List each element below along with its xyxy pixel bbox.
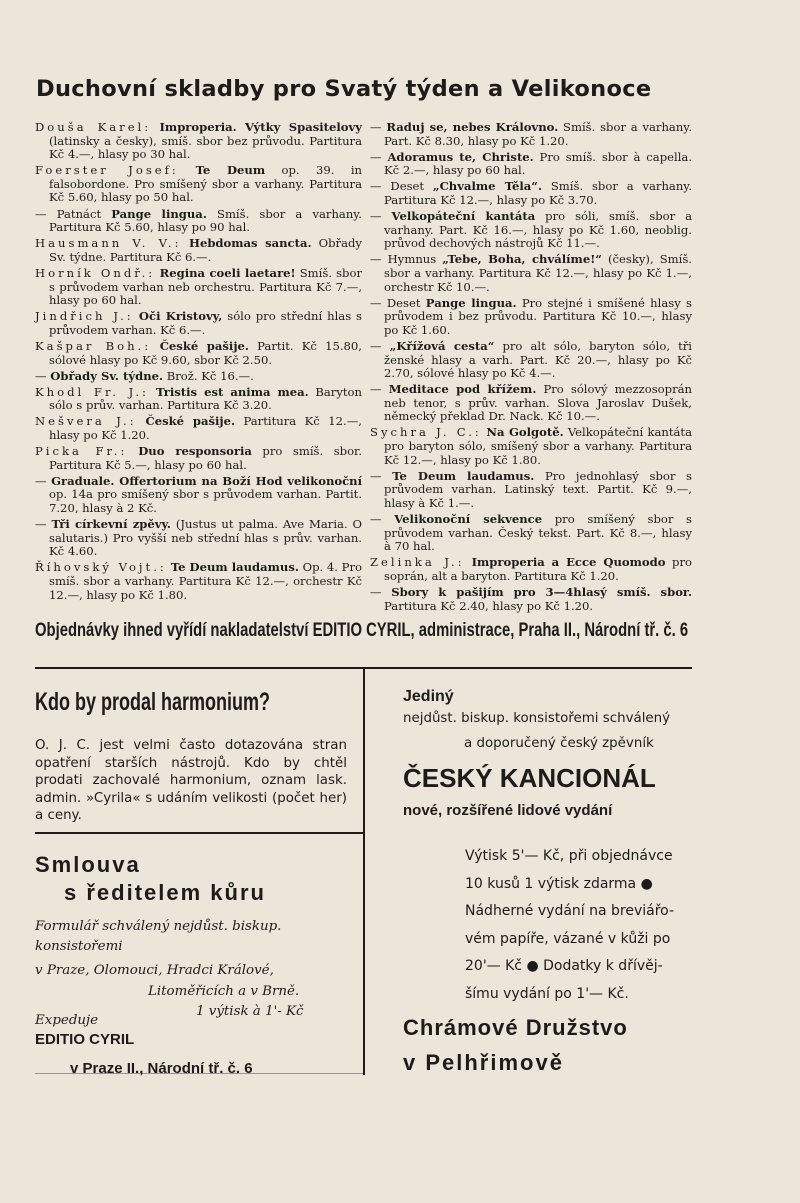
- work-details: Smíš. sbor a varhany. Partitura Kč 5.60, hlasy po 90 hal.: [49, 206, 362, 235]
- catalog-entry: [35, 445, 362, 472]
- work-details: op. 39. in falsobordone. Pro smíšený sbor a varhany. Partitura Kč 5.60, hlasy po 50 hal.: [49, 163, 362, 205]
- kancional-subtitle: nové, rozšířené lidové vydání: [403, 802, 613, 819]
- work-details: Brož. Kč 16.—.: [163, 368, 254, 383]
- work-details: (česky), Smíš. sbor a varhany. Partitura Kč 12.—, hlasy po Kč 1.—, orchestr Kč 10.—.: [384, 252, 692, 294]
- work-details: pro soprán, alt a baryton. Partitura Kč 1.20.: [384, 555, 692, 583]
- smlouva-line-1: Formulář schválený nejdůst. biskup.: [35, 919, 282, 934]
- smlouva-line-2: konsistořemi: [35, 939, 123, 954]
- catalog-entry: [370, 470, 692, 511]
- catalog-entry: [35, 121, 362, 162]
- composer-name: Horník Ondř.:: [35, 265, 156, 280]
- left-box-divider: [35, 832, 364, 834]
- kancional-line-1: nejdůst. biskup. konsistořemi schválený: [403, 711, 671, 726]
- kancional-body-line: 10 kusů 1 výtisk zdarma ●: [465, 875, 653, 892]
- catalog-entry: [35, 237, 362, 264]
- composer-name: Hausmann V. V.:: [35, 236, 182, 251]
- work-details: Pro jednohlasý sbor s průvodem varhan. Latinský text. Partit. Kč 9.—, hlasy à Kč 1.—.: [384, 468, 692, 510]
- work-title: Tristis est anima mea.: [148, 384, 309, 399]
- work-details: — Patnáct: [35, 206, 112, 221]
- work-title: Hebdomas sancta.: [181, 236, 312, 251]
- catalog-entry: [370, 513, 692, 554]
- work-details: —: [370, 468, 393, 483]
- kancional-body-line: šímu vydání po 1'— Kč.: [465, 985, 629, 1002]
- work-details: —: [370, 209, 392, 224]
- work-title: České pašije.: [151, 338, 249, 353]
- catalog-entry: [35, 208, 362, 235]
- catalog-entry: [370, 151, 692, 178]
- catalog-entry: [370, 297, 692, 338]
- catalog-entry: [35, 340, 362, 367]
- catalog-entry: [35, 561, 362, 602]
- work-details: pro alt sólo, baryton sólo, tři ženské hlasy a varh. Part. Kč 20.—, hlasy po Kč 2.70, sólové hlasy po Kč 4.—.: [384, 338, 692, 381]
- catalog-entry: [35, 310, 362, 337]
- catalog-entry: [35, 267, 362, 308]
- work-details: (Justus ut palma. Ave Maria. O salutaris.) Pro vyšší neb střední hlas s prův. varhan. Kč 4.60.: [49, 517, 362, 559]
- work-title: Oči Kristovy,: [133, 309, 223, 324]
- catalog-entry: [35, 164, 362, 205]
- kancional-body-line: vém papíře, vázané v kůži po: [465, 930, 671, 947]
- work-title: Te Deum laudamus.: [392, 468, 535, 483]
- catalog-entry: [370, 383, 692, 424]
- work-title: „Tebe, Boha, chválíme!“: [442, 252, 602, 267]
- work-details: — Deset: [370, 179, 433, 194]
- work-details: Partitura Kč 2.40, hlasy po Kč 1.20.: [384, 598, 594, 613]
- work-details: pro sóli, smíš. sbor a varhany. Part. Kč 16.—, hlasy po Kč 1.60, neoblig. průvod dechových nástrojů Kč 11.—.: [384, 209, 692, 251]
- work-title: Velkopáteční kantáta: [391, 209, 536, 224]
- work-title: Improperia. Výtky Spasitelovy: [151, 120, 362, 134]
- work-details: Partitura Kč 12.—, hlasy po Kč 1.20.: [49, 414, 362, 442]
- work-details: Smíš. sbor a varhany. Partitura Kč 12.—, hlasy po Kč 3.70.: [384, 179, 693, 207]
- kancional-line-2: a doporučený český zpěvník: [464, 736, 654, 751]
- work-title: Velikonoční sekvence: [394, 512, 543, 527]
- work-details: Pro sólový mezzosoprán neb tenor, s prův. varhan. Slova Jaroslav Dušek, německý překlad Dr. Nack. Kč 10.—.: [384, 382, 692, 424]
- smlouva-line-3: v Praze, Olomouci, Hradci Králové,: [35, 963, 274, 978]
- work-details: —: [370, 585, 392, 599]
- catalog-entry: [370, 586, 692, 613]
- work-details: op. 14a pro smíšený sbor s průvodem varhan. Partit. 7.20, hlasy à 2 Kč.: [49, 487, 362, 515]
- work-details: —: [370, 149, 388, 164]
- work-details: —: [370, 338, 390, 353]
- work-title: Duo responsoria: [127, 444, 252, 459]
- work-details: Smíš. sbor s průvodem varhan neb orchestru. Partitura Kč 7.—, hlasy po 60 hal.: [49, 265, 362, 308]
- smlouva-price: 1 výtisk à 1'- Kč: [196, 1004, 304, 1019]
- work-title: „Chvalme Těla“.: [432, 179, 543, 194]
- catalog-entry: [370, 253, 692, 294]
- work-title: Regina coeli laetare!: [155, 265, 296, 280]
- catalog-entry: [370, 556, 692, 583]
- left-column-catalog: [35, 121, 362, 605]
- order-notice: Objednávky ihned vyřídí nakladatelství EDITIO CYRIL, administrace, Praha II., Národní tř. č. 6: [35, 620, 689, 641]
- smlouva-heading-1: Smlouva: [35, 852, 141, 877]
- catalog-entry: [370, 180, 692, 207]
- right-column-catalog: [370, 121, 692, 616]
- work-title: Meditace pod křížem.: [388, 382, 537, 397]
- work-details: Baryton sólo s prův. varhan. Partitura Kč 3.20.: [49, 384, 362, 413]
- work-details: — Deset: [370, 295, 426, 310]
- composer-name: Khodl Fr. J.:: [35, 384, 149, 399]
- work-title: České pašije.: [136, 414, 235, 429]
- kancional-jediny: Jediný: [403, 688, 454, 705]
- work-details: —: [35, 473, 52, 488]
- work-details: —: [370, 382, 389, 397]
- composer-name: Foerster Josef:: [35, 163, 179, 178]
- box-vertical-divider: [363, 667, 365, 1075]
- smlouva-heading-2: s ředitelem kůru: [64, 880, 266, 905]
- catalog-entry: [35, 518, 362, 559]
- kancional-body-line: 20'— Kč ● Dodatky k dřívěj-: [465, 958, 663, 974]
- smlouva-address: v Praze II., Národní tř. č. 6: [70, 1060, 253, 1077]
- catalog-entry: [35, 370, 362, 384]
- catalog-entry: [370, 210, 692, 251]
- catalog-entry: [370, 340, 692, 381]
- work-title: Sbory k pašijím pro 3—4hlasý smíš. sbor.: [391, 585, 693, 599]
- work-details: Partit. Kč 15.80, sólové hlasy po Kč 9.60, sbor Kč 2.50.: [49, 338, 362, 367]
- kancional-publisher-2: v Pelhřimově: [403, 1050, 564, 1075]
- work-details: Op. 4. Pro smíš. sbor a varhany. Partitura Kč 12.—, orchestr Kč 12.—, hlasy po Kč 1.80.: [49, 560, 362, 602]
- work-title: Graduale. Offertorium na Boží Hod velikonoční: [51, 473, 362, 488]
- work-details: —: [35, 368, 51, 383]
- harmonium-heading: Kdo by prodal harmonium?: [35, 688, 271, 716]
- smlouva-publisher: EDITIO CYRIL: [35, 1031, 135, 1048]
- composer-name: Nešvera J.:: [35, 414, 137, 429]
- composer-name: Sychra J. C.:: [370, 425, 482, 440]
- composer-name: Jindřich J.:: [35, 309, 134, 324]
- kancional-body-line: Nádherné vydání na breviářo-: [465, 903, 675, 919]
- work-details: pro smíš. sbor. Partitura Kč 5.—, hlasy po 60 hal.: [49, 444, 363, 472]
- work-details: Pro smíš. sbor à capella. Kč 2.—, hlasy po 60 hal.: [384, 149, 693, 178]
- work-details: sólo pro střední hlas s průvodem varhan. Kč 6.—.: [49, 309, 362, 337]
- work-title: Raduj se, nebes Královno.: [386, 120, 559, 134]
- work-title: „Křížová cesta“: [389, 338, 495, 353]
- kancional-body: [465, 843, 674, 1008]
- composer-name: Picka Fr.:: [35, 444, 128, 459]
- work-details: Pro stejné i smíšené hlasy s průvodem i bez průvodu. Partitura Kč 10.—, hlasy po Kč 1.60.: [384, 295, 692, 337]
- work-details: — Hymnus: [370, 252, 443, 267]
- work-title: Obřady Sv. týdne.: [50, 368, 164, 383]
- work-details: Smíš. sbor a varhany. Part. Kč 8.30, hlasy po Kč 1.20.: [384, 120, 693, 148]
- kancional-body-line: Výtisk 5'— Kč, při objednávce: [465, 848, 673, 864]
- work-details: (latinsky a česky), smíš. sbor bez průvodu. Partitura Kč 4.—, hlasy po 30 hal.: [49, 133, 362, 162]
- work-details: Velkopáteční kantáta pro baryton sólo, smíšený sbor a varhany. Partitura Kč 12.—, hlasy po Kč 1.80.: [384, 425, 693, 467]
- work-details: —: [370, 120, 387, 134]
- harmonium-text: O. J. C. jest velmi často dotazována stran opatření starších nástrojů. Kdo by chtěl prodati zachovalé harmonium, oznam lask. admin. »Cyrila« s udáním velikosti (počet her) a ceny.: [35, 738, 347, 823]
- work-title: Pange lingua.: [425, 295, 517, 310]
- catalog-entry: [370, 426, 692, 467]
- catalog-entry: [370, 121, 692, 148]
- work-title: Na Golgotě.: [481, 425, 564, 440]
- work-details: pro smíšený sbor s průvodem varhan. Český tekst. Part. Kč 8.—, hlasy à 70 hal.: [384, 512, 692, 554]
- work-title: Adoramus te, Christe.: [387, 149, 534, 164]
- composer-name: Zelinka J.:: [370, 555, 465, 570]
- kancional-publisher-1: Chrámové Družstvo: [403, 1015, 628, 1040]
- smlouva-expeduje: Expeduje: [35, 1013, 99, 1028]
- catalog-entry: [35, 415, 362, 442]
- composer-name: Kašpar Boh.:: [35, 338, 152, 353]
- work-title: Pange lingua.: [111, 206, 207, 221]
- catalog-entry: [35, 475, 362, 516]
- catalog-entry: [35, 386, 362, 413]
- work-title: Te Deum: [178, 163, 266, 178]
- work-title: Tři církevní zpěvy.: [51, 517, 171, 532]
- work-details: —: [370, 512, 395, 527]
- work-title: Improperia a Ecce Quomodo: [464, 555, 666, 570]
- work-details: Obřady Sv. týdne. Partitura Kč 6.—.: [49, 236, 362, 264]
- work-details: —: [35, 517, 52, 532]
- smlouva-line-4: Litoměřicích a v Brně.: [148, 984, 300, 999]
- kancional-title: ČESKÝ KANCIONÁL: [403, 763, 656, 793]
- work-title: Te Deum laudamus.: [166, 560, 299, 575]
- page-title: Duchovní skladby pro Svatý týden a Velikonoce: [36, 76, 652, 102]
- composer-name: Říhovský Vojt.:: [35, 560, 167, 575]
- composer-name: Douša Karel:: [35, 120, 152, 134]
